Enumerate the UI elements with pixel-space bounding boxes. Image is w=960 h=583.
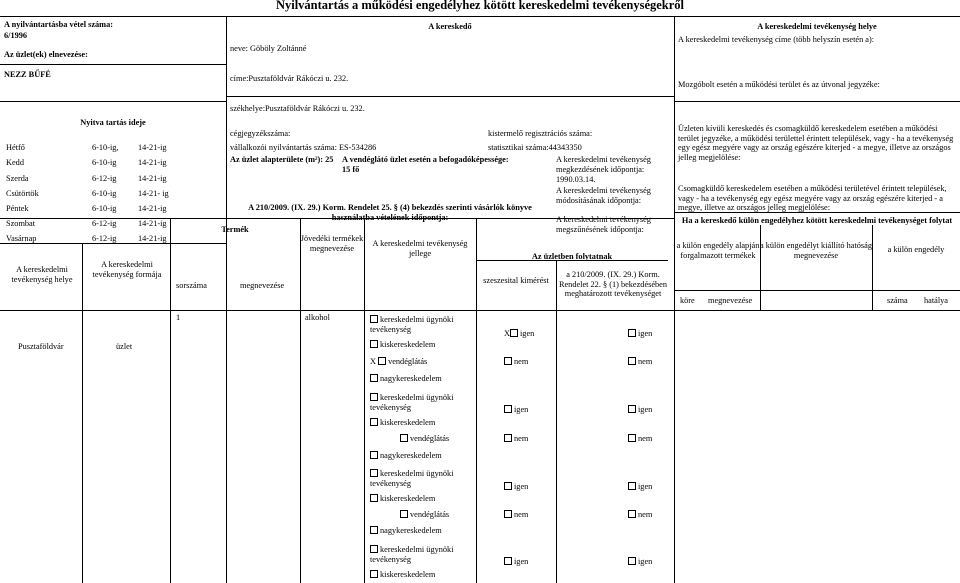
alcohol-yes: igen: [504, 557, 528, 567]
option-agent: kereskedelmi ügynöki tevékenység: [370, 315, 454, 334]
option-retail: kiskereskedelem: [370, 340, 435, 350]
morning-hours: 6-10-ig: [92, 189, 117, 198]
col-header-excise: Jövedéki termékek megnevezése: [300, 234, 364, 253]
store-name-label: Az üzlet(ek) elnevezése:: [4, 50, 88, 59]
mail-order-area: Csomagküldő kereskedelem esetében a működési területével érintett települések, vagy - ha a tevékenység egy egész megyére vagy az ország egészére kiterjed - a megye, illetve az országos jelleg megjelölése:: [678, 184, 947, 213]
checkbox[interactable]: [370, 526, 378, 534]
col-header-place: A kereskedelmi tevékenység helye: [11, 265, 73, 284]
checkbox[interactable]: [378, 357, 386, 365]
checkbox[interactable]: [370, 374, 378, 382]
checkbox[interactable]: [504, 434, 512, 442]
complaint-book-date: A 210/2009. (IX. 29.) Korm. Rendelet 25. § (4) bekezdés szerinti vásárlók könyve használatba vételének időpontja:: [248, 203, 532, 222]
company-reg-number: cégjegyzékszáma:: [230, 129, 291, 138]
checkbox[interactable]: [370, 469, 378, 477]
checkbox[interactable]: [628, 482, 636, 490]
excise-product-name: alkohol: [305, 313, 330, 322]
option-hospitality: vendéglátás: [400, 434, 449, 444]
checkbox[interactable]: [628, 357, 636, 365]
rule-top: [0, 16, 960, 17]
checkbox[interactable]: [370, 451, 378, 459]
decree22-no: nem: [628, 510, 652, 520]
checkbox[interactable]: [628, 405, 636, 413]
checkbox[interactable]: [504, 510, 512, 518]
decree22-no: nem: [628, 357, 652, 367]
location-header: A kereskedelmi tevékenység helye: [757, 22, 877, 31]
day-name: Hétfő: [6, 143, 25, 152]
activity-place: Pusztaföldvár: [18, 342, 64, 351]
col-header-decree22: a 210/2009. (IX. 29.) Korm. Rendelet 22. § (1) bekezdésében meghatározott tevékenységet: [558, 270, 668, 299]
capacity-value: 15 fő: [342, 165, 360, 174]
checkbox[interactable]: [370, 494, 378, 502]
checkbox[interactable]: [504, 482, 512, 490]
col-header-issuing-authority: a külön engedélyt kiállító hatóság megnevezése: [760, 241, 872, 260]
checkbox[interactable]: [504, 357, 512, 365]
merchant-header: A kereskedő: [428, 22, 472, 31]
day-name: Szombat: [6, 219, 36, 228]
col-header-nature: A kereskedelmi tevékenység jellege: [372, 239, 468, 258]
mobile-store-route: Mozgóbolt esetén a működési terület és az útvonal jegyzéke:: [678, 80, 880, 89]
day-name: Vasárnap: [6, 234, 37, 243]
statistical-number: statisztikai száma:44343350: [488, 143, 582, 152]
location-address: A kereskedelmi tevékenység címe (több helyszín esetén a):: [678, 35, 875, 44]
rule: [0, 101, 226, 102]
morning-hours: 6-10-ig: [92, 204, 117, 213]
col-header-permit-products: a külön engedély alapján forgalmazott termékek: [676, 241, 760, 260]
checkbox[interactable]: [628, 329, 636, 337]
col-header-product: Termék: [221, 225, 249, 234]
col-line: [170, 218, 171, 583]
col-line: [364, 218, 365, 583]
alcohol-yes: igen: [504, 405, 528, 415]
alcohol-yes: igen: [504, 482, 528, 492]
col-header-alcohol: szeszesital kimérést: [483, 276, 549, 285]
checkbox[interactable]: [370, 340, 378, 348]
merchant-seat: székhelye:Pusztaföldvár Rákóczi u. 232.: [230, 104, 365, 113]
option-wholesale: nagykereskedelem: [370, 374, 442, 384]
decree22-yes: igen: [628, 329, 652, 339]
end-date-label: A kereskedelmi tevékenység megszűnésének időpontja:: [556, 215, 651, 234]
checkbox[interactable]: [370, 545, 378, 553]
col-header-product-name: megnevezése: [240, 281, 285, 290]
decree22-yes: igen: [628, 482, 652, 492]
morning-hours: 6-10-ig: [92, 158, 117, 167]
checkbox[interactable]: [510, 329, 518, 337]
rule: [0, 64, 226, 65]
col-header-permit: a külön engedély: [887, 245, 945, 254]
col-header-number: száma: [887, 296, 908, 305]
option-retail: kiskereskedelem: [370, 570, 435, 580]
col-header-validity: hatálya: [924, 296, 948, 305]
col-header-outside-permit: Ha a kereskedő külön engedélyhez kötött kereskedelmi tevékenységet folytat: [681, 216, 953, 225]
day-name: Csütörtök: [6, 189, 39, 198]
smallholder-reg-number: kistermelő regisztrációs száma:: [488, 129, 593, 138]
checkbox[interactable]: [400, 434, 408, 442]
page-title: Nyilvántartás a működési engedélyhez kötött kereskedelmi tevékenységekről: [275, 0, 685, 12]
option-retail: kiskereskedelem: [370, 494, 435, 504]
col-line: [226, 16, 227, 583]
rule-table-header: [0, 310, 960, 311]
start-date-label: A kereskedelmi tevékenység megkezdésének időpontja:: [556, 155, 651, 174]
col-line: [82, 243, 83, 583]
merchant-address: címe:Pusztaföldvár Rákóczi u. 232.: [230, 74, 349, 83]
alcohol-no: nem: [504, 510, 528, 520]
checkbox[interactable]: [370, 315, 378, 323]
registration-number: 6/1996: [4, 31, 28, 40]
afternoon-hours: 14-21-ig: [138, 174, 167, 183]
col-header-operates: Az üzletben folytatnak: [531, 252, 613, 261]
checkbox[interactable]: [370, 418, 378, 426]
afternoon-hours: 14-21-ig: [138, 204, 167, 213]
morning-hours: 6-10-ig,: [92, 143, 119, 152]
option-agent: kereskedelmi ügynöki tevékenység: [370, 393, 454, 412]
checkbox[interactable]: [504, 557, 512, 565]
product-number: 1: [176, 313, 181, 322]
checkbox[interactable]: [370, 570, 378, 578]
checkbox[interactable]: [370, 393, 378, 401]
rule: [226, 96, 674, 97]
decree22-no: nem: [628, 434, 652, 444]
morning-hours: 6-12-ig: [92, 219, 117, 228]
col-line: [476, 218, 477, 583]
checkbox[interactable]: [628, 510, 636, 518]
activity-form: üzlet: [116, 342, 133, 351]
day-name: Péntek: [6, 204, 29, 213]
option-agent: kereskedelmi ügynöki tevékenység: [370, 469, 454, 488]
alcohol-no: nem: [504, 434, 528, 444]
opening-hours-header: Nyitva tartás ideje: [80, 118, 146, 127]
store-name: NEZZ BŰFÉ: [4, 70, 51, 79]
checkbox[interactable]: [400, 510, 408, 518]
entrepreneur-number: vállalkozói nyilvántartás száma: ES-534286: [230, 143, 377, 152]
col-header-name2: megnevezése: [708, 296, 753, 305]
rule: [675, 290, 960, 291]
afternoon-hours: 14-21-ig: [138, 219, 167, 228]
decree22-yes: igen: [628, 405, 652, 415]
rule: [674, 101, 960, 102]
afternoon-hours: 14-21- ig: [138, 189, 169, 198]
col-line: [674, 16, 675, 583]
day-name: Szerda: [6, 174, 29, 183]
option-agent: kereskedelmi ügynöki tevékenység: [370, 545, 454, 564]
checkbox[interactable]: [628, 434, 636, 442]
merchant-name: neve: Göböly Zoltánné: [230, 44, 307, 53]
modification-date-label: A kereskedelmi tevékenység módosításának időpontja:: [556, 186, 651, 205]
col-header-product-number: sorszáma: [176, 281, 207, 290]
morning-hours: 6-12-ig: [92, 174, 117, 183]
registration-label: A nyilvántartásba vétel száma:: [4, 20, 114, 29]
capacity-label: A vendéglátó üzlet esetén a befogadóképessége:: [342, 155, 509, 164]
col-line: [760, 225, 761, 310]
option-wholesale: nagykereskedelem: [370, 526, 442, 536]
afternoon-hours: 14-21-ig: [138, 234, 167, 243]
col-header-scope: köre: [680, 296, 695, 305]
col-line: [872, 225, 873, 310]
outside-store-area: Üzleten kívüli kereskedés és csomagküldő kereskedelem esetében a működési terület jegyzéke, a működési területtel érintett települések, vagy - ha a tevékenység egy egész megyére vagy az ország egészére kiterjed - a megye, illetve az országos jelleg megjelölése:: [678, 124, 954, 162]
col-line: [556, 260, 557, 583]
option-hospitality: X vendéglátás: [370, 357, 428, 366]
morning-hours: 6-12-ig: [92, 234, 117, 243]
checkbox[interactable]: [504, 405, 512, 413]
day-name: Kedd: [6, 158, 24, 167]
col-header-form: A kereskedelmi tevékenység formája: [92, 260, 162, 279]
col-line: [300, 218, 301, 583]
alcohol-no: nem: [504, 357, 528, 367]
decree22-yes: igen: [628, 557, 652, 567]
checkbox[interactable]: [628, 557, 636, 565]
store-area: Az üzlet alapterülete (m²): 25: [230, 155, 334, 164]
afternoon-hours: 14-21-ig: [138, 143, 167, 152]
afternoon-hours: 14-21-ig: [138, 158, 167, 167]
option-hospitality: vendéglátás: [400, 510, 449, 520]
option-retail: kiskereskedelem: [370, 418, 435, 428]
option-wholesale: nagykereskedelem: [370, 451, 442, 461]
start-date: 1990.03.14.: [556, 175, 596, 184]
alcohol-yes: X igen: [504, 329, 535, 338]
